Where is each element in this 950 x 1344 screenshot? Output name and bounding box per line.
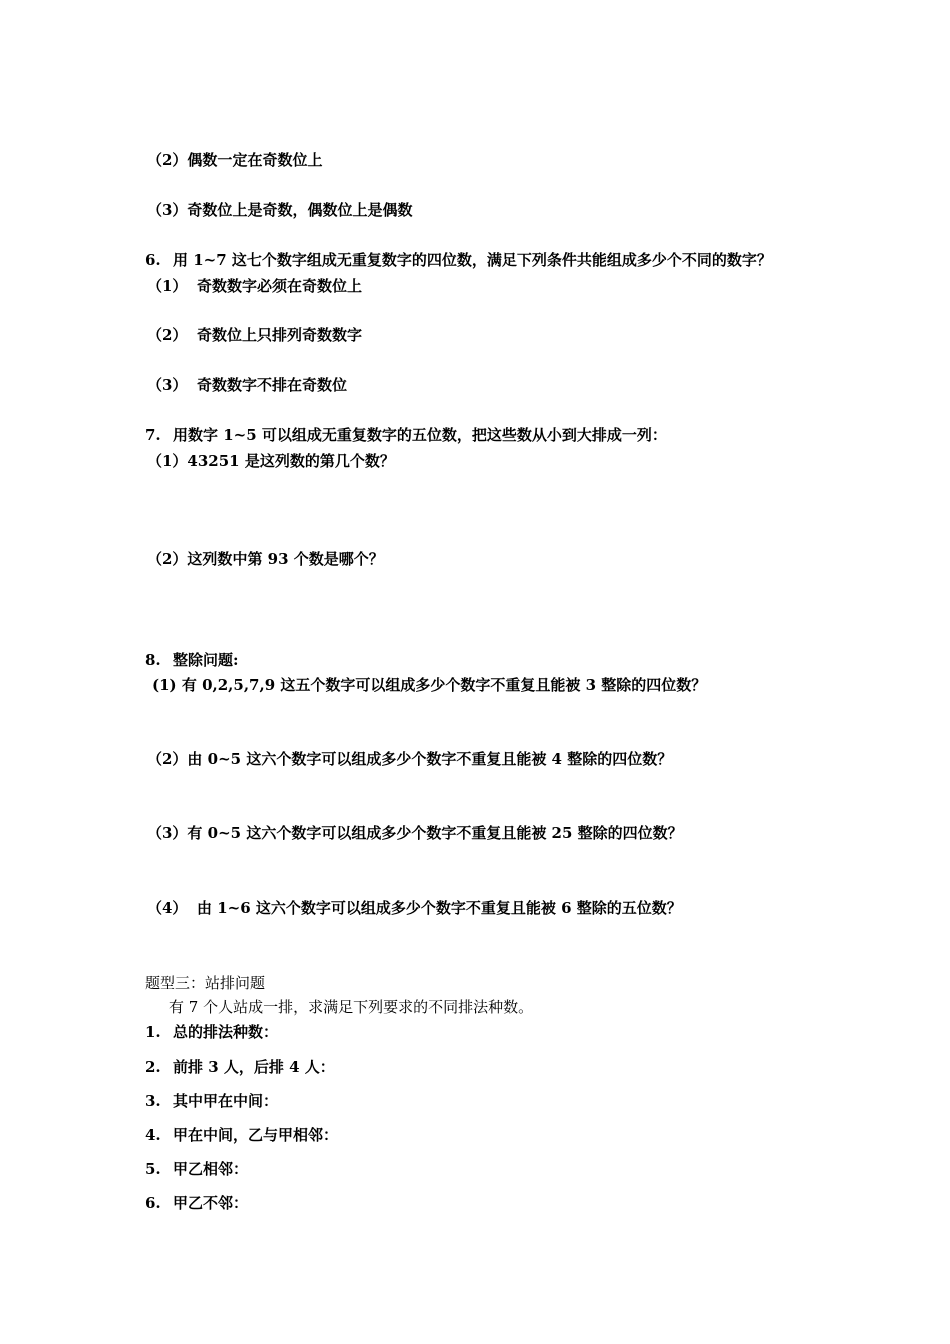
item-number: 5. <box>145 1160 161 1178</box>
item-label: （4） <box>147 899 188 917</box>
item-number: 2. <box>145 1058 161 1076</box>
item-number: 1. <box>145 1023 161 1041</box>
question-6-part-3-prev: （3）奇数位上是奇数，偶数位上是偶数 <box>147 201 413 219</box>
item-label: （2） <box>147 326 188 344</box>
problem-7-q2: （2）这列数中第 93 个数是哪个？ <box>147 550 384 568</box>
item-text: 奇数数字必须在奇数位上 <box>197 277 363 295</box>
problem-text: 用数字 1~5 可以组成无重复数字的五位数，把这些数从小到大排成一列： <box>173 426 667 444</box>
problem-8-q2: （2）由 0~5 这六个数字可以组成多少个数字不重复且能被 4 整除的四位数？ <box>147 750 673 768</box>
section-item-6 <box>145 1193 248 1213</box>
question-6-part-2-prev: （2）偶数一定在奇数位上 <box>147 151 323 169</box>
problem-8-q3: （3）有 0~5 这六个数字可以组成多少个数字不重复且能被 25 整除的四位数？ <box>147 824 683 842</box>
section-item-3 <box>145 1091 278 1111</box>
section-item-2 <box>145 1057 335 1077</box>
problem-6-item-3 <box>147 375 347 395</box>
problem-number: 7. <box>145 426 161 444</box>
item-text: 由 1~6 这六个数字可以组成多少个数字不重复且能被 6 整除的五位数？ <box>197 899 682 917</box>
item-text: 前排 3 人，后排 4 人： <box>173 1058 335 1076</box>
problem-8 <box>145 650 239 670</box>
problem-7 <box>145 425 667 445</box>
item-text: 甲在中间，乙与甲相邻： <box>173 1126 339 1144</box>
item-number: 4. <box>145 1126 161 1144</box>
section-item-4 <box>145 1125 338 1145</box>
problem-8-q1: (1) 有 0,2,5,7,9 这五个数字可以组成多少个数字不重复且能被 3 整除的四位数？ <box>152 676 707 694</box>
problem-text: 用 1~7 这七个数字组成无重复数字的四位数，满足下列条件共能组成多少个不同的数字？ <box>173 251 772 269</box>
item-text: 甲乙相邻： <box>173 1160 249 1178</box>
item-text: 甲乙不邻： <box>173 1194 249 1212</box>
problem-6-item-1 <box>147 276 362 296</box>
section-intro: 有 7 个人站成一排，求满足下列要求的不同排法种数。 <box>169 998 534 1016</box>
problem-number: 8. <box>145 651 161 669</box>
problem-6-item-2 <box>147 325 362 345</box>
problem-text: 整除问题: <box>173 651 239 669</box>
section-title: 题型三：站排问题 <box>145 974 266 992</box>
item-label: （3） <box>147 376 188 394</box>
item-number: 3. <box>145 1092 161 1110</box>
item-text: 总的排法种数： <box>173 1023 279 1041</box>
problem-number: 6. <box>145 251 161 269</box>
item-text: 奇数数字不排在奇数位 <box>197 376 348 394</box>
section-item-5 <box>145 1159 248 1179</box>
problem-7-q1: （1）43251 是这列数的第几个数？ <box>147 452 395 470</box>
item-text: 奇数位上只排列奇数数字 <box>197 326 363 344</box>
item-number: 6. <box>145 1194 161 1212</box>
item-text: 其中甲在中间： <box>173 1092 279 1110</box>
item-label: （1） <box>147 277 188 295</box>
section-item-1 <box>145 1022 278 1042</box>
problem-6 <box>145 250 772 270</box>
problem-8-q4 <box>147 898 682 918</box>
